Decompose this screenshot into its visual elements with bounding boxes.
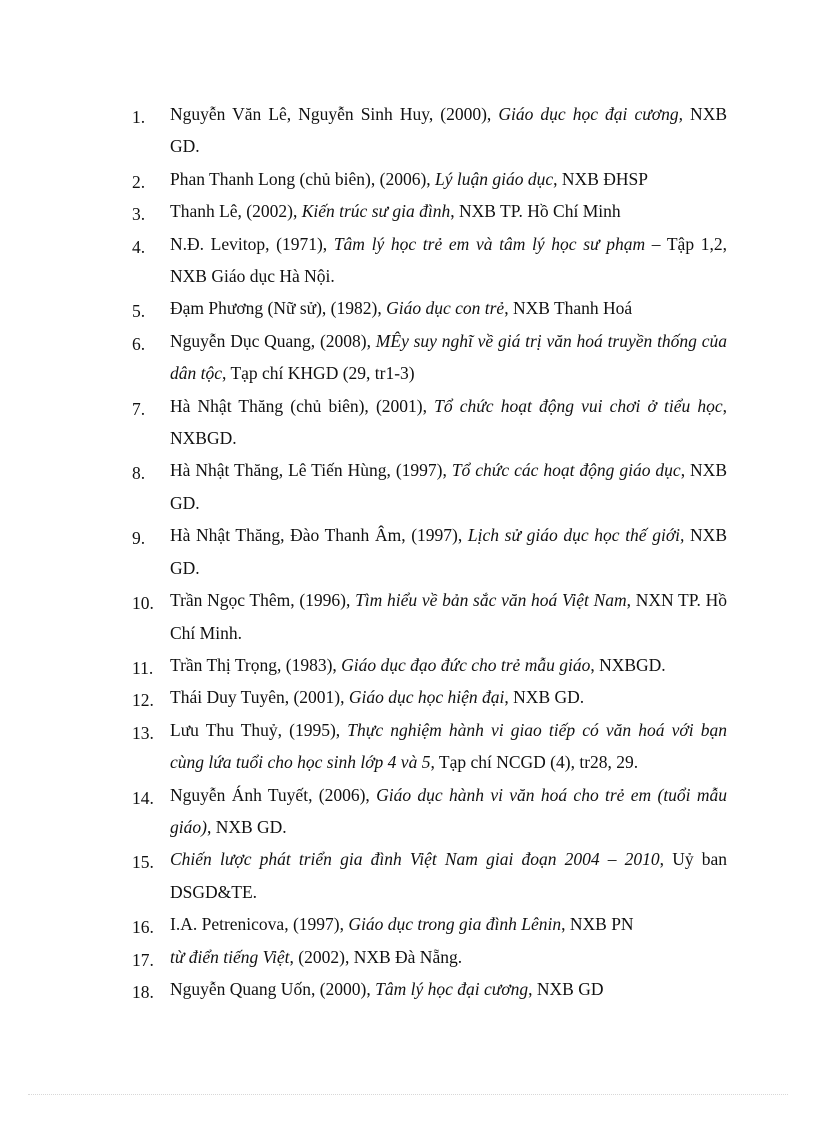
reference-authors: Hà Nhật Thăng, Đào Thanh Âm, (1997), — [170, 525, 468, 546]
reference-number: 7. — [132, 398, 146, 419]
reference-number: 2. — [132, 171, 146, 192]
reference-number: 18. — [132, 981, 154, 1002]
reference-title: Tổ chức hoạt động vui chơi ở tiểu học — [434, 395, 723, 416]
reference-publisher: , Tạp chí NCGD (4), tr28, 29. — [430, 752, 639, 773]
reference-number: 1. — [132, 107, 146, 127]
reference-title: Chiến lược phát triển gia đình Việt Nam giai đoạn 2004 – 2010 — [170, 849, 660, 870]
reference-publisher: , NXBGD. — [590, 654, 666, 675]
reference-item — [0, 681, 816, 713]
reference-authors: Trần Thị Trọng, (1983), — [170, 654, 342, 675]
reference-item — [0, 98, 816, 163]
reference-publisher: , NXB PN — [561, 914, 634, 935]
reference-publisher: , (2002), NXB Đà Nẵng. — [289, 946, 463, 967]
reference-item — [0, 292, 816, 324]
reference-title: Giáo dục học hiện đại — [348, 687, 505, 708]
reference-publisher: – Tập 1,2, NXB Giáo dục Hà Nội. — [170, 233, 727, 287]
reference-title: Thực nghiệm hành vi giao tiếp có văn hoá với bạn cùng lứa tuổi cho học sinh lớp 4 và 5 — [170, 719, 727, 773]
reference-authors: Hà Nhật Thăng, Lê Tiến Hùng, (1997), — [170, 460, 452, 481]
reference-authors: I.A. Petrenicova, (1997), — [170, 914, 349, 935]
reference-item — [0, 714, 816, 779]
reference-authors: Nguyễn Văn Lê, Nguyễn Sinh Huy, (2000), — [170, 104, 499, 124]
reference-publisher: , Uỷ ban DSGD&TE. — [170, 849, 728, 902]
reference-item — [0, 584, 816, 649]
reference-title: Tổ chức các hoạt động giáo dục — [451, 460, 681, 481]
reference-authors: Trần Ngọc Thêm, (1996), — [170, 590, 356, 611]
reference-authors: Thái Duy Tuyên, (2001), — [170, 687, 349, 708]
reference-number: 11. — [132, 657, 154, 678]
reference-authors: N.Đ. Levitop, (1971), — [170, 233, 334, 254]
reference-item — [0, 195, 816, 227]
reference-number: 3. — [132, 204, 146, 225]
reference-number: 9. — [132, 528, 146, 549]
reference-publisher: , NXB ĐHSP — [553, 168, 648, 189]
reference-number: 5. — [132, 301, 146, 322]
reference-number: 12. — [132, 690, 154, 711]
reference-item — [0, 519, 816, 584]
reference-title: từ điển tiếng Việt — [170, 946, 290, 967]
reference-number: 6. — [132, 333, 146, 354]
reference-list — [0, 98, 816, 1005]
reference-item — [0, 973, 816, 1005]
reference-authors: Đạm Phương (Nữ sử), (1982), — [170, 298, 387, 319]
page-footer-divider — [28, 1094, 788, 1095]
reference-title: Giáo dục trong gia đình Lênin — [348, 914, 562, 935]
reference-publisher: NXB GD. — [170, 104, 728, 157]
reference-item — [0, 649, 816, 681]
reference-title: Giáo dục hành vi văn hoá cho trẻ em (tuổi mẫu giáo) — [170, 784, 727, 837]
reference-number: 14. — [132, 787, 154, 808]
reference-authors: Nguyễn Dục Quang, (2008), — [170, 330, 376, 351]
reference-number: 16. — [132, 917, 154, 938]
reference-authors: Nguyễn Quang Uốn, (2000), — [170, 978, 376, 999]
reference-publisher: , NXB GD — [528, 978, 604, 999]
reference-publisher: , NXBGD. — [170, 395, 727, 449]
reference-title: Lý luận giáo dục — [435, 168, 554, 189]
reference-authors: Lưu Thu Thuỷ, (1995), — [170, 719, 348, 740]
reference-authors: Phan Thanh Long (chủ biên), (2006), — [170, 168, 436, 189]
reference-title: Tìm hiểu về bản sắc văn hoá Việt Nam — [355, 590, 627, 611]
reference-authors: Thanh Lê, (2002), — [170, 201, 302, 222]
reference-number: 13. — [132, 722, 154, 743]
reference-item — [0, 454, 816, 519]
reference-item — [0, 163, 816, 195]
reference-title: Kiến trúc sư gia đình — [301, 201, 451, 222]
reference-authors: Hà Nhật Thăng (chủ biên), (2001), — [170, 395, 435, 416]
reference-title: Lịch sử giáo dục học thế giới, — [467, 525, 685, 546]
reference-item — [0, 779, 816, 844]
reference-publisher: , NXB Thanh Hoá — [504, 298, 633, 319]
reference-publisher: NXB GD. — [170, 525, 727, 578]
reference-title: Giáo dục đạo đức cho trẻ mẫu giáo — [341, 654, 591, 675]
reference-title: Giáo dục con trẻ — [386, 298, 505, 319]
reference-publisher: , NXB GD. — [206, 816, 287, 837]
reference-publisher: , NXB GD. — [170, 460, 727, 513]
reference-number: 15. — [132, 852, 154, 873]
reference-title: Tâm lý học trẻ em và tâm lý học sư phạm — [333, 233, 646, 254]
reference-publisher: , NXN TP. Hồ Chí Minh. — [170, 590, 727, 643]
reference-item — [0, 228, 816, 293]
reference-title: Giáo dục học đại cương, — [498, 104, 683, 124]
reference-item — [0, 390, 816, 455]
reference-publisher: , NXB GD. — [504, 687, 585, 708]
reference-publisher: , Tạp chí KHGD (29, tr1-3) — [222, 363, 415, 384]
reference-authors: Nguyễn Ánh Tuyết, (2006), — [170, 784, 377, 805]
reference-number: 4. — [132, 236, 146, 257]
reference-publisher: , NXB TP. Hồ Chí Minh — [450, 201, 621, 222]
reference-number: 17. — [132, 949, 154, 970]
reference-number: 10. — [132, 593, 154, 614]
reference-item — [0, 908, 816, 940]
reference-item — [0, 325, 816, 390]
reference-item — [0, 941, 816, 973]
reference-title: MÊy suy nghĩ về giá trị văn hoá truyền thống của dân tộc — [170, 330, 727, 384]
reference-item — [0, 843, 816, 908]
reference-title: Tâm lý học đại cương — [375, 978, 529, 999]
reference-number: 8. — [132, 463, 146, 484]
